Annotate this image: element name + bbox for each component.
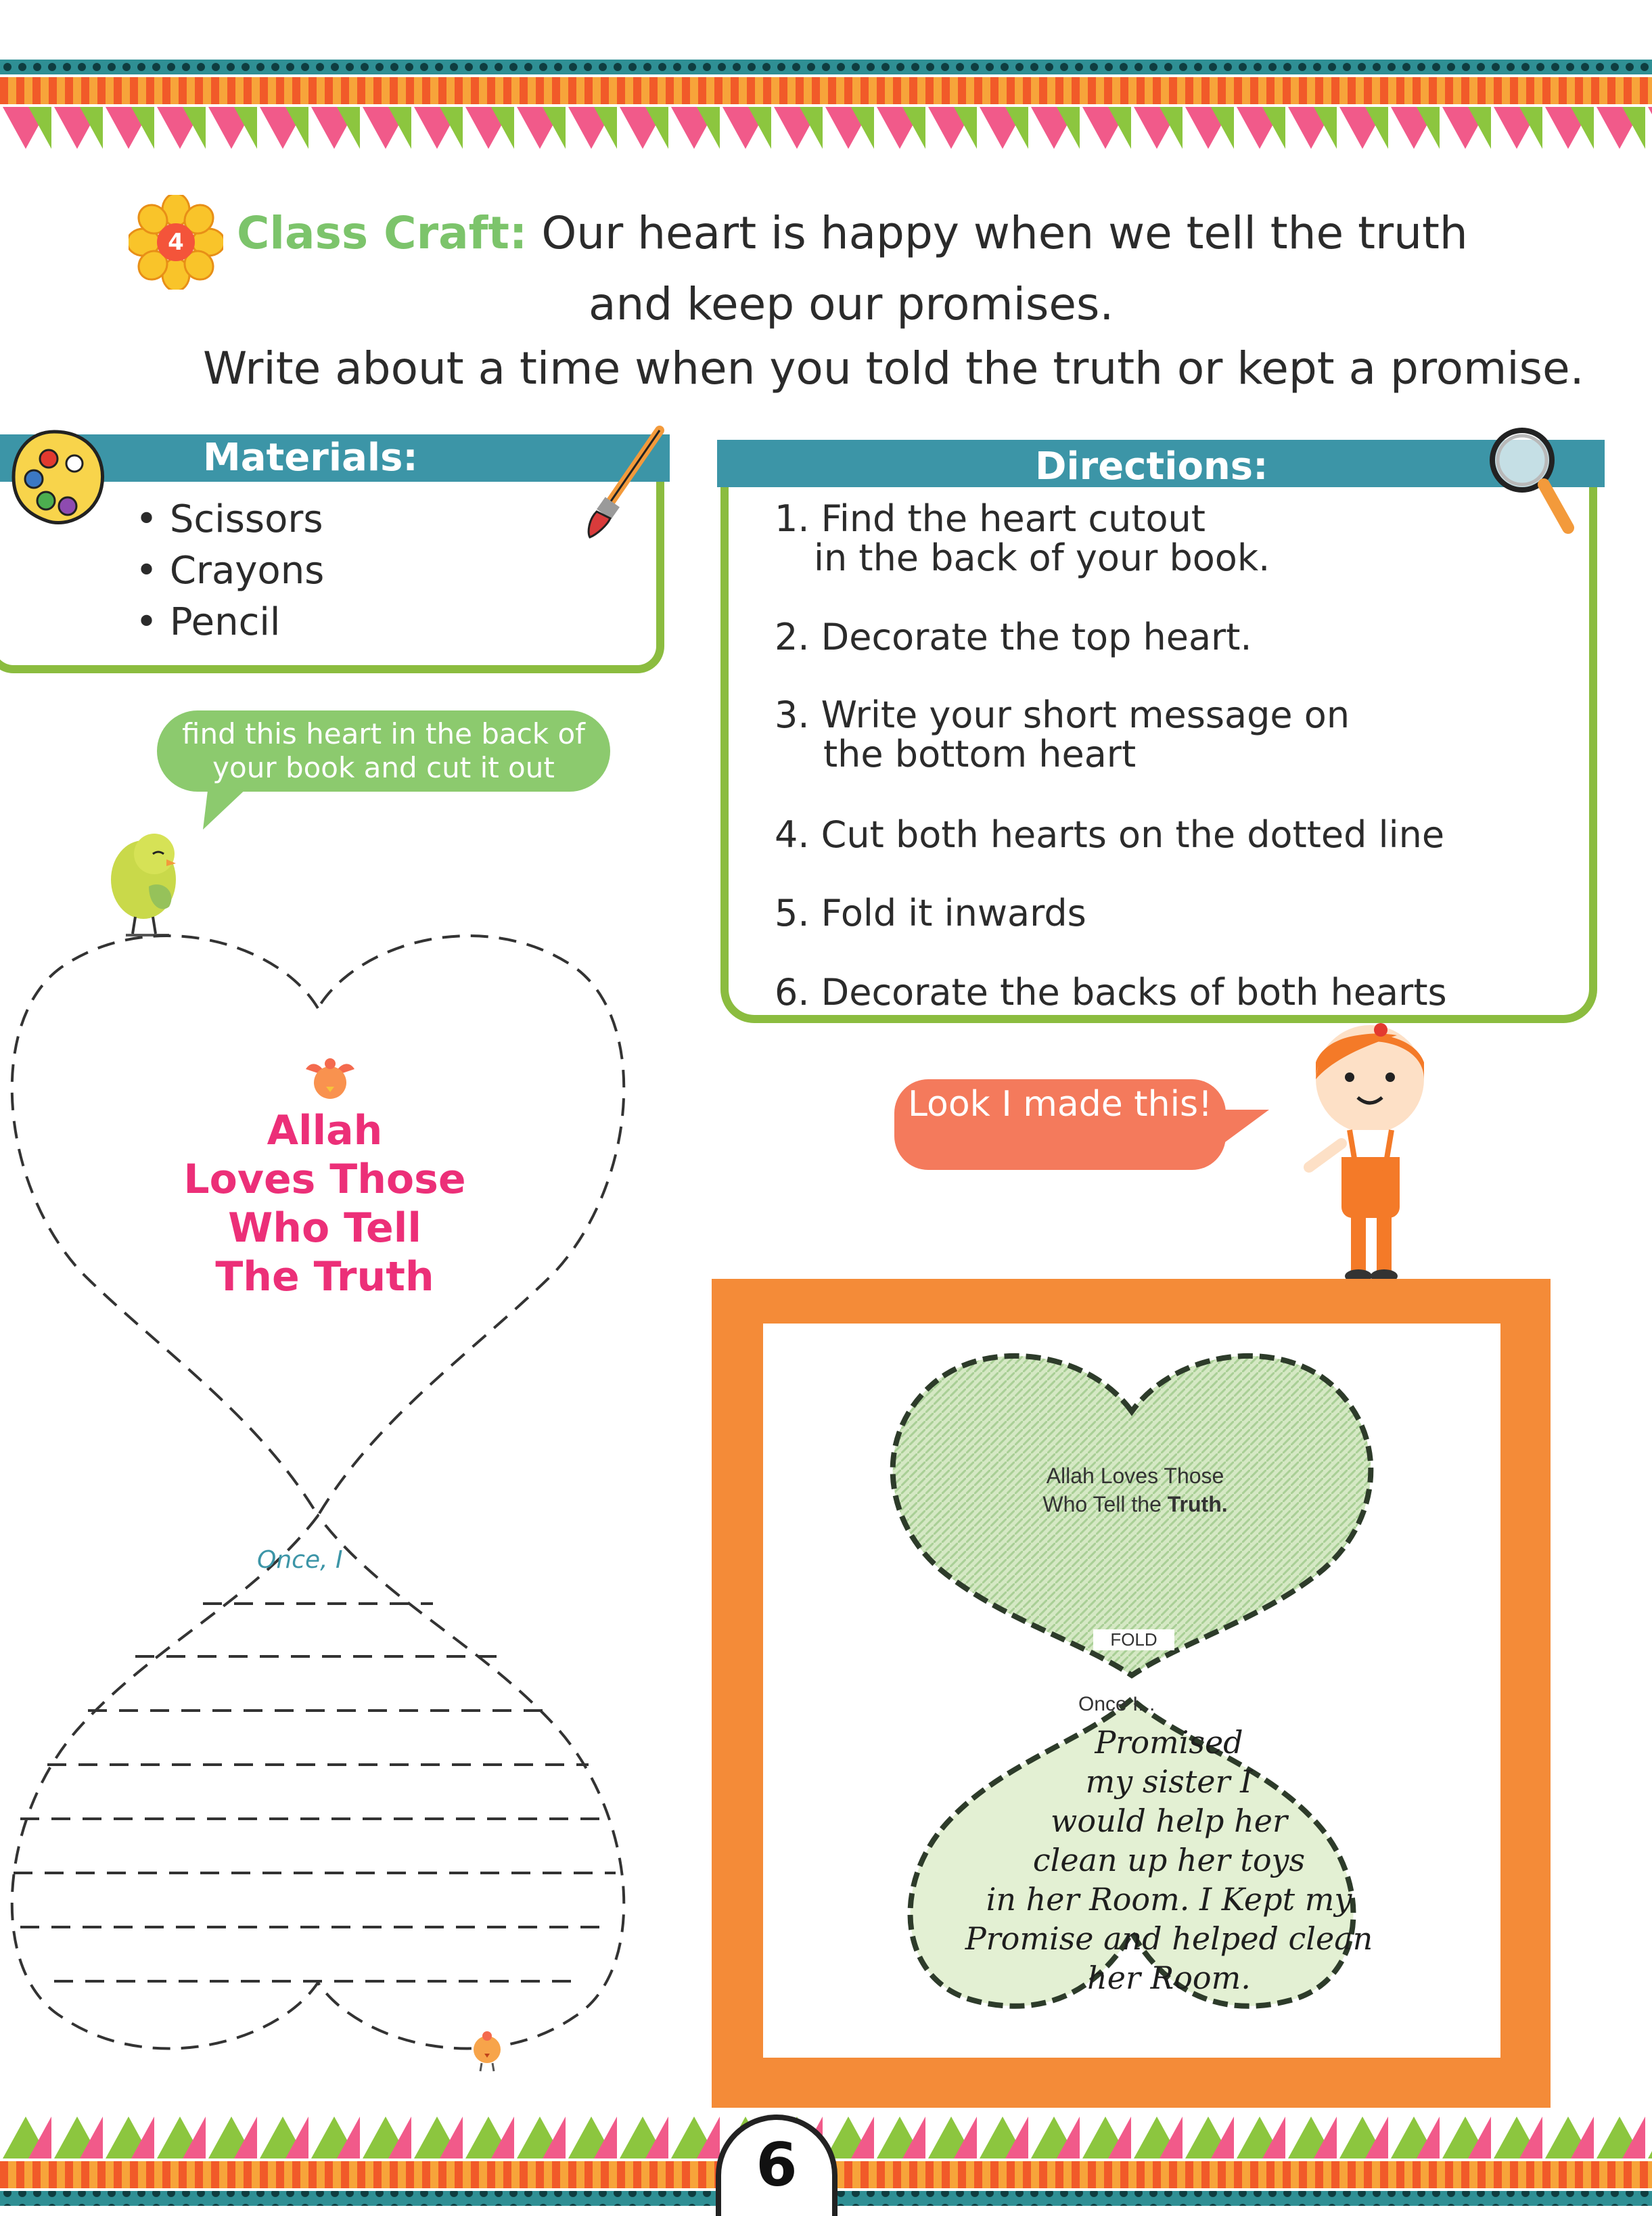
find-heart-speech-bubble: find this heart in the back of your book and cut it out — [157, 710, 610, 792]
heart-title-line-4: The Truth — [215, 1253, 434, 1301]
direction-step-2: 2. Decorate the top heart. — [775, 616, 1252, 658]
handwriting-line-7: her Room. — [1087, 1960, 1251, 1996]
example-once-label: Once I... — [1078, 1693, 1155, 1715]
look-speech-bubble: Look I made this! — [894, 1079, 1226, 1170]
direction-step-3-cont: the bottom heart — [823, 733, 1137, 775]
paintbrush-icon — [582, 425, 670, 543]
example-heart-title-line-2a: Who Tell the — [1042, 1492, 1168, 1516]
example-heart-title-line-1: Allah Loves Those — [1046, 1464, 1224, 1488]
red-bird-icon — [303, 1056, 357, 1106]
heart-title-line-1: Allah — [267, 1107, 383, 1154]
materials-item-pencil: • Pencil — [135, 597, 324, 648]
direction-step-3: 3. Write your short message on — [775, 694, 1350, 736]
direction-step-1: 1. Find the heart cutout — [775, 497, 1206, 540]
heart-title-line-2: Loves Those — [183, 1156, 466, 1203]
step-flower-icon — [129, 195, 223, 290]
page-number: 6 — [756, 2130, 798, 2200]
yellow-bird-icon — [101, 819, 189, 943]
materials-title: Materials: — [203, 436, 418, 480]
example-frame — [712, 1279, 1551, 2108]
once-label: Once, I — [257, 1546, 343, 1574]
step-number: 4 — [157, 223, 195, 261]
class-craft-title: Class Craft: — [237, 207, 528, 259]
header-instruction: Write about a time when you told the truth or kept a promise. — [203, 342, 1584, 394]
look-bubble-tail — [1218, 1110, 1272, 1153]
example-handwritten-message — [932, 1723, 1406, 1997]
handwriting-line-2: my sister I — [1085, 1763, 1253, 1800]
find-bubble-tail — [203, 785, 257, 835]
example-heart-title — [959, 1462, 1311, 1518]
direction-step-4: 4. Cut both hearts on the dotted line — [775, 813, 1445, 856]
handwriting-line-3: would help her — [1051, 1803, 1287, 1839]
paint-palette-icon — [7, 426, 108, 537]
heart-title-line-3: Who Tell — [228, 1204, 421, 1252]
directions-list — [775, 497, 1573, 1012]
heart-title — [149, 1106, 501, 1301]
handwriting-line-1: Promised — [1095, 1724, 1243, 1761]
fold-label: FOLD — [1093, 1629, 1174, 1650]
directions-title: Directions: — [1035, 445, 1268, 489]
small-bird-icon — [467, 2027, 507, 2077]
child-character-icon — [1295, 1015, 1438, 1288]
materials-list — [135, 494, 324, 648]
materials-item-crayons: • Crayons — [135, 545, 324, 597]
direction-step-5: 5. Fold it inwards — [775, 892, 1086, 934]
header-line-1-text: Our heart is happy when we tell the truth — [541, 207, 1468, 259]
header-line-2: and keep our promises. — [589, 278, 1114, 330]
direction-step-1-cont: in the back of your book. — [814, 537, 1270, 579]
direction-step-6: 6. Decorate the backs of both hearts — [775, 971, 1447, 1014]
header-line-1 — [237, 203, 1522, 264]
handwriting-line-6: Promise and helped clean — [965, 1920, 1373, 1957]
materials-item-scissors: • Scissors — [135, 494, 324, 545]
top-border-band — [0, 60, 1652, 161]
example-photo — [763, 1324, 1500, 2058]
handwriting-line-5: in her Room. I Kept my — [986, 1881, 1352, 1918]
handwriting-line-4: clean up her toys — [1032, 1842, 1306, 1878]
example-heart-title-line-2b: Truth. — [1167, 1492, 1228, 1516]
example-heart-title-line-2 — [959, 1490, 1311, 1518]
